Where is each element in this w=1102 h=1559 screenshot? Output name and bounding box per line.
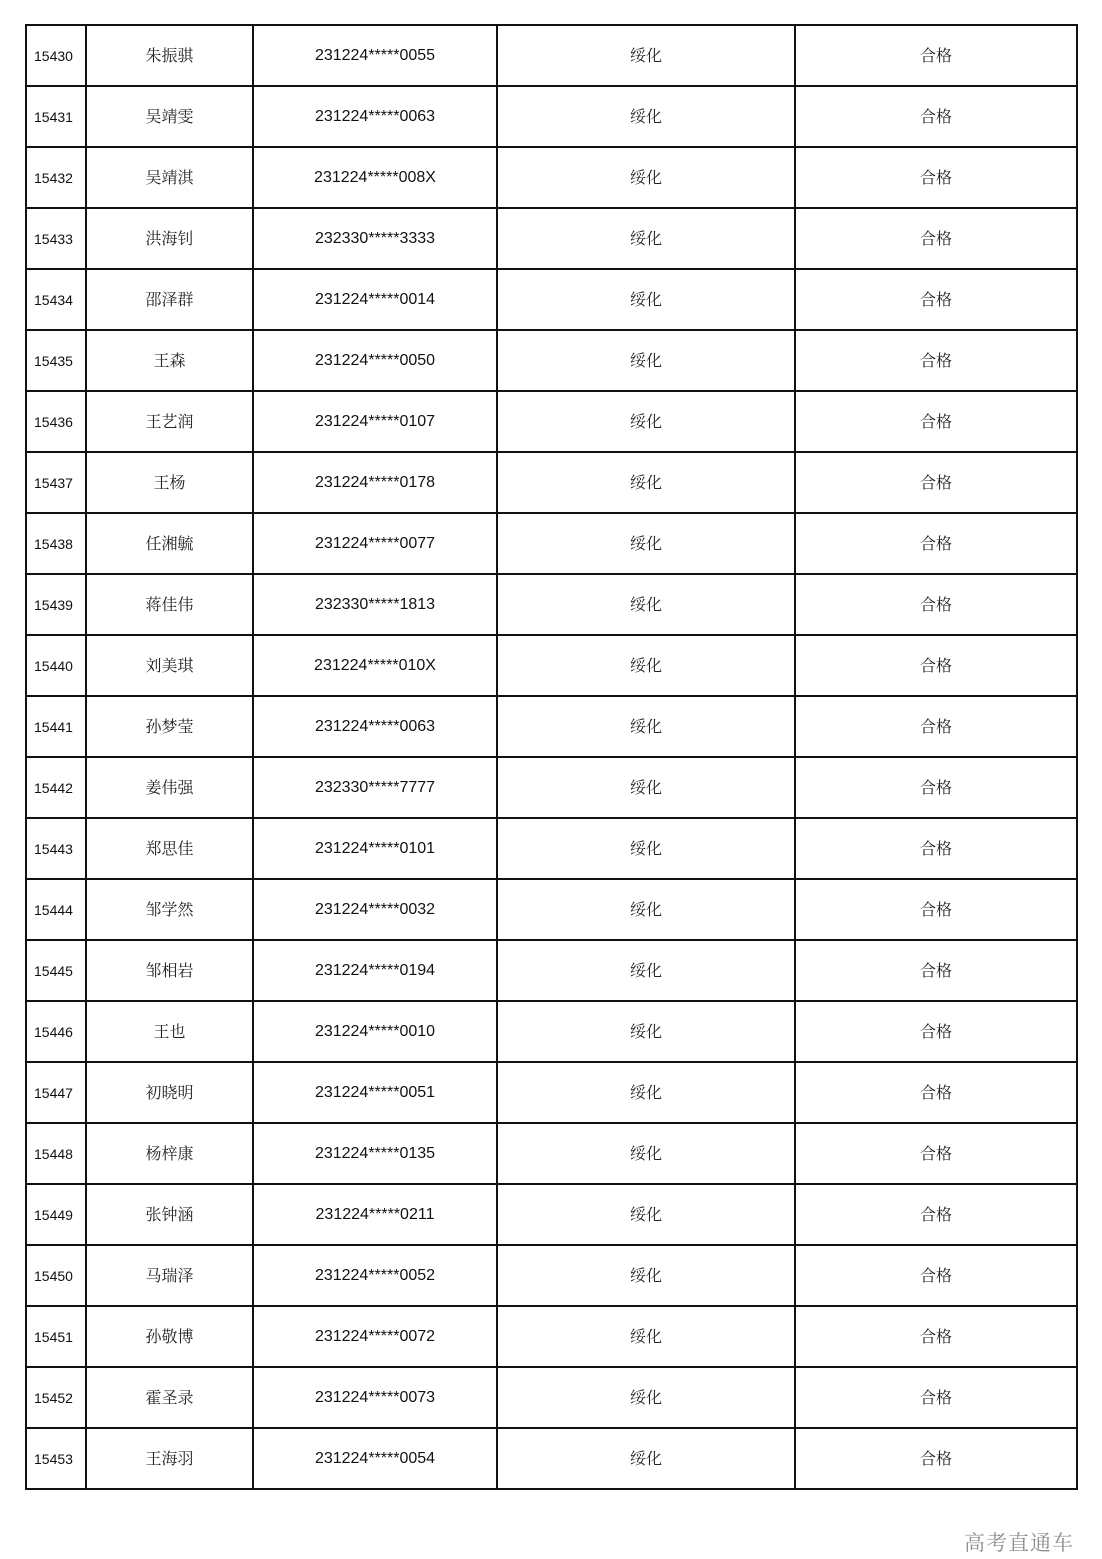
result-cell: 合格 [795, 1367, 1077, 1428]
id-number-cell: 231224*****0050 [253, 330, 497, 391]
result-cell: 合格 [795, 86, 1077, 147]
region-cell: 绥化 [497, 879, 795, 940]
result-cell: 合格 [795, 391, 1077, 452]
row-number-cell: 15444 [26, 879, 86, 940]
name-cell: 王艺润 [86, 391, 253, 452]
region-cell: 绥化 [497, 269, 795, 330]
table-row [26, 879, 1077, 940]
row-number-cell: 15443 [26, 818, 86, 879]
results-table-body [26, 25, 1077, 1489]
table-row [26, 1123, 1077, 1184]
row-number-cell: 15435 [26, 330, 86, 391]
result-cell: 合格 [795, 574, 1077, 635]
id-number-cell: 231224*****0014 [253, 269, 497, 330]
table-row [26, 25, 1077, 86]
id-number-cell: 232330*****1813 [253, 574, 497, 635]
id-number-cell: 231224*****010X [253, 635, 497, 696]
id-number-cell: 231224*****0211 [253, 1184, 497, 1245]
table-row [26, 1428, 1077, 1489]
table-row [26, 1001, 1077, 1062]
name-cell: 马瑞泽 [86, 1245, 253, 1306]
name-cell: 姜伟强 [86, 757, 253, 818]
name-cell: 朱振骐 [86, 25, 253, 86]
name-cell: 王也 [86, 1001, 253, 1062]
table-row [26, 330, 1077, 391]
region-cell: 绥化 [497, 757, 795, 818]
name-cell: 孙梦莹 [86, 696, 253, 757]
table-row [26, 818, 1077, 879]
region-cell: 绥化 [497, 1062, 795, 1123]
region-cell: 绥化 [497, 208, 795, 269]
id-number-cell: 231224*****0077 [253, 513, 497, 574]
result-cell: 合格 [795, 635, 1077, 696]
row-number-cell: 15436 [26, 391, 86, 452]
table-row [26, 513, 1077, 574]
name-cell: 霍圣录 [86, 1367, 253, 1428]
name-cell: 王森 [86, 330, 253, 391]
id-number-cell: 231224*****0010 [253, 1001, 497, 1062]
id-number-cell: 231224*****0194 [253, 940, 497, 1001]
region-cell: 绥化 [497, 1245, 795, 1306]
id-number-cell: 231224*****0101 [253, 818, 497, 879]
row-number-cell: 15430 [26, 25, 86, 86]
region-cell: 绥化 [497, 818, 795, 879]
result-cell: 合格 [795, 330, 1077, 391]
name-cell: 孙敬博 [86, 1306, 253, 1367]
row-number-cell: 15432 [26, 147, 86, 208]
table-row [26, 86, 1077, 147]
name-cell: 王杨 [86, 452, 253, 513]
id-number-cell: 231224*****0054 [253, 1428, 497, 1489]
region-cell: 绥化 [497, 1306, 795, 1367]
name-cell: 邹相岩 [86, 940, 253, 1001]
id-number-cell: 231224*****0052 [253, 1245, 497, 1306]
result-cell: 合格 [795, 25, 1077, 86]
result-cell: 合格 [795, 940, 1077, 1001]
table-row [26, 452, 1077, 513]
region-cell: 绥化 [497, 574, 795, 635]
region-cell: 绥化 [497, 513, 795, 574]
table-row [26, 391, 1077, 452]
results-sheet [25, 24, 1076, 1533]
result-cell: 合格 [795, 1428, 1077, 1489]
row-number-cell: 15445 [26, 940, 86, 1001]
name-cell: 洪海钊 [86, 208, 253, 269]
row-number-cell: 15446 [26, 1001, 86, 1062]
region-cell: 绥化 [497, 635, 795, 696]
table-row [26, 940, 1077, 1001]
result-cell: 合格 [795, 757, 1077, 818]
row-number-cell: 15452 [26, 1367, 86, 1428]
name-cell: 王海羽 [86, 1428, 253, 1489]
region-cell: 绥化 [497, 1428, 795, 1489]
name-cell: 邵泽群 [86, 269, 253, 330]
name-cell: 吴靖雯 [86, 86, 253, 147]
region-cell: 绥化 [497, 86, 795, 147]
region-cell: 绥化 [497, 1001, 795, 1062]
table-row [26, 1062, 1077, 1123]
name-cell: 刘美琪 [86, 635, 253, 696]
table-row [26, 269, 1077, 330]
row-number-cell: 15433 [26, 208, 86, 269]
table-row [26, 757, 1077, 818]
row-number-cell: 15439 [26, 574, 86, 635]
row-number-cell: 15434 [26, 269, 86, 330]
result-cell: 合格 [795, 208, 1077, 269]
name-cell: 初晓明 [86, 1062, 253, 1123]
row-number-cell: 15440 [26, 635, 86, 696]
result-cell: 合格 [795, 1001, 1077, 1062]
table-row [26, 208, 1077, 269]
result-cell: 合格 [795, 269, 1077, 330]
row-number-cell: 15449 [26, 1184, 86, 1245]
name-cell: 张钟涵 [86, 1184, 253, 1245]
row-number-cell: 15431 [26, 86, 86, 147]
region-cell: 绥化 [497, 330, 795, 391]
name-cell: 任湘毓 [86, 513, 253, 574]
result-cell: 合格 [795, 818, 1077, 879]
id-number-cell: 232330*****3333 [253, 208, 497, 269]
table-row [26, 635, 1077, 696]
result-cell: 合格 [795, 1306, 1077, 1367]
results-table [25, 24, 1078, 1490]
table-row [26, 1367, 1077, 1428]
row-number-cell: 15451 [26, 1306, 86, 1367]
region-cell: 绥化 [497, 696, 795, 757]
id-number-cell: 231224*****0107 [253, 391, 497, 452]
result-cell: 合格 [795, 513, 1077, 574]
table-row [26, 1184, 1077, 1245]
region-cell: 绥化 [497, 391, 795, 452]
id-number-cell: 231224*****0178 [253, 452, 497, 513]
table-row [26, 574, 1077, 635]
row-number-cell: 15437 [26, 452, 86, 513]
row-number-cell: 15453 [26, 1428, 86, 1489]
id-number-cell: 231224*****0073 [253, 1367, 497, 1428]
result-cell: 合格 [795, 696, 1077, 757]
name-cell: 杨梓康 [86, 1123, 253, 1184]
table-row [26, 147, 1077, 208]
id-number-cell: 231224*****008X [253, 147, 497, 208]
region-cell: 绥化 [497, 940, 795, 1001]
id-number-cell: 231224*****0055 [253, 25, 497, 86]
row-number-cell: 15447 [26, 1062, 86, 1123]
id-number-cell: 231224*****0032 [253, 879, 497, 940]
name-cell: 邹学然 [86, 879, 253, 940]
region-cell: 绥化 [497, 1184, 795, 1245]
id-number-cell: 231224*****0135 [253, 1123, 497, 1184]
id-number-cell: 232330*****7777 [253, 757, 497, 818]
table-row [26, 696, 1077, 757]
region-cell: 绥化 [497, 452, 795, 513]
result-cell: 合格 [795, 1245, 1077, 1306]
id-number-cell: 231224*****0051 [253, 1062, 497, 1123]
region-cell: 绥化 [497, 1123, 795, 1184]
result-cell: 合格 [795, 147, 1077, 208]
result-cell: 合格 [795, 1062, 1077, 1123]
name-cell: 吴靖淇 [86, 147, 253, 208]
result-cell: 合格 [795, 452, 1077, 513]
result-cell: 合格 [795, 1184, 1077, 1245]
region-cell: 绥化 [497, 1367, 795, 1428]
result-cell: 合格 [795, 879, 1077, 940]
row-number-cell: 15450 [26, 1245, 86, 1306]
row-number-cell: 15442 [26, 757, 86, 818]
name-cell: 郑思佳 [86, 818, 253, 879]
name-cell: 蒋佳伟 [86, 574, 253, 635]
row-number-cell: 15448 [26, 1123, 86, 1184]
result-cell: 合格 [795, 1123, 1077, 1184]
table-row [26, 1245, 1077, 1306]
region-cell: 绥化 [497, 147, 795, 208]
id-number-cell: 231224*****0063 [253, 86, 497, 147]
table-row [26, 1306, 1077, 1367]
id-number-cell: 231224*****0063 [253, 696, 497, 757]
row-number-cell: 15438 [26, 513, 86, 574]
watermark-text: 高考直通车 [964, 1531, 1074, 1555]
row-number-cell: 15441 [26, 696, 86, 757]
region-cell: 绥化 [497, 25, 795, 86]
id-number-cell: 231224*****0072 [253, 1306, 497, 1367]
